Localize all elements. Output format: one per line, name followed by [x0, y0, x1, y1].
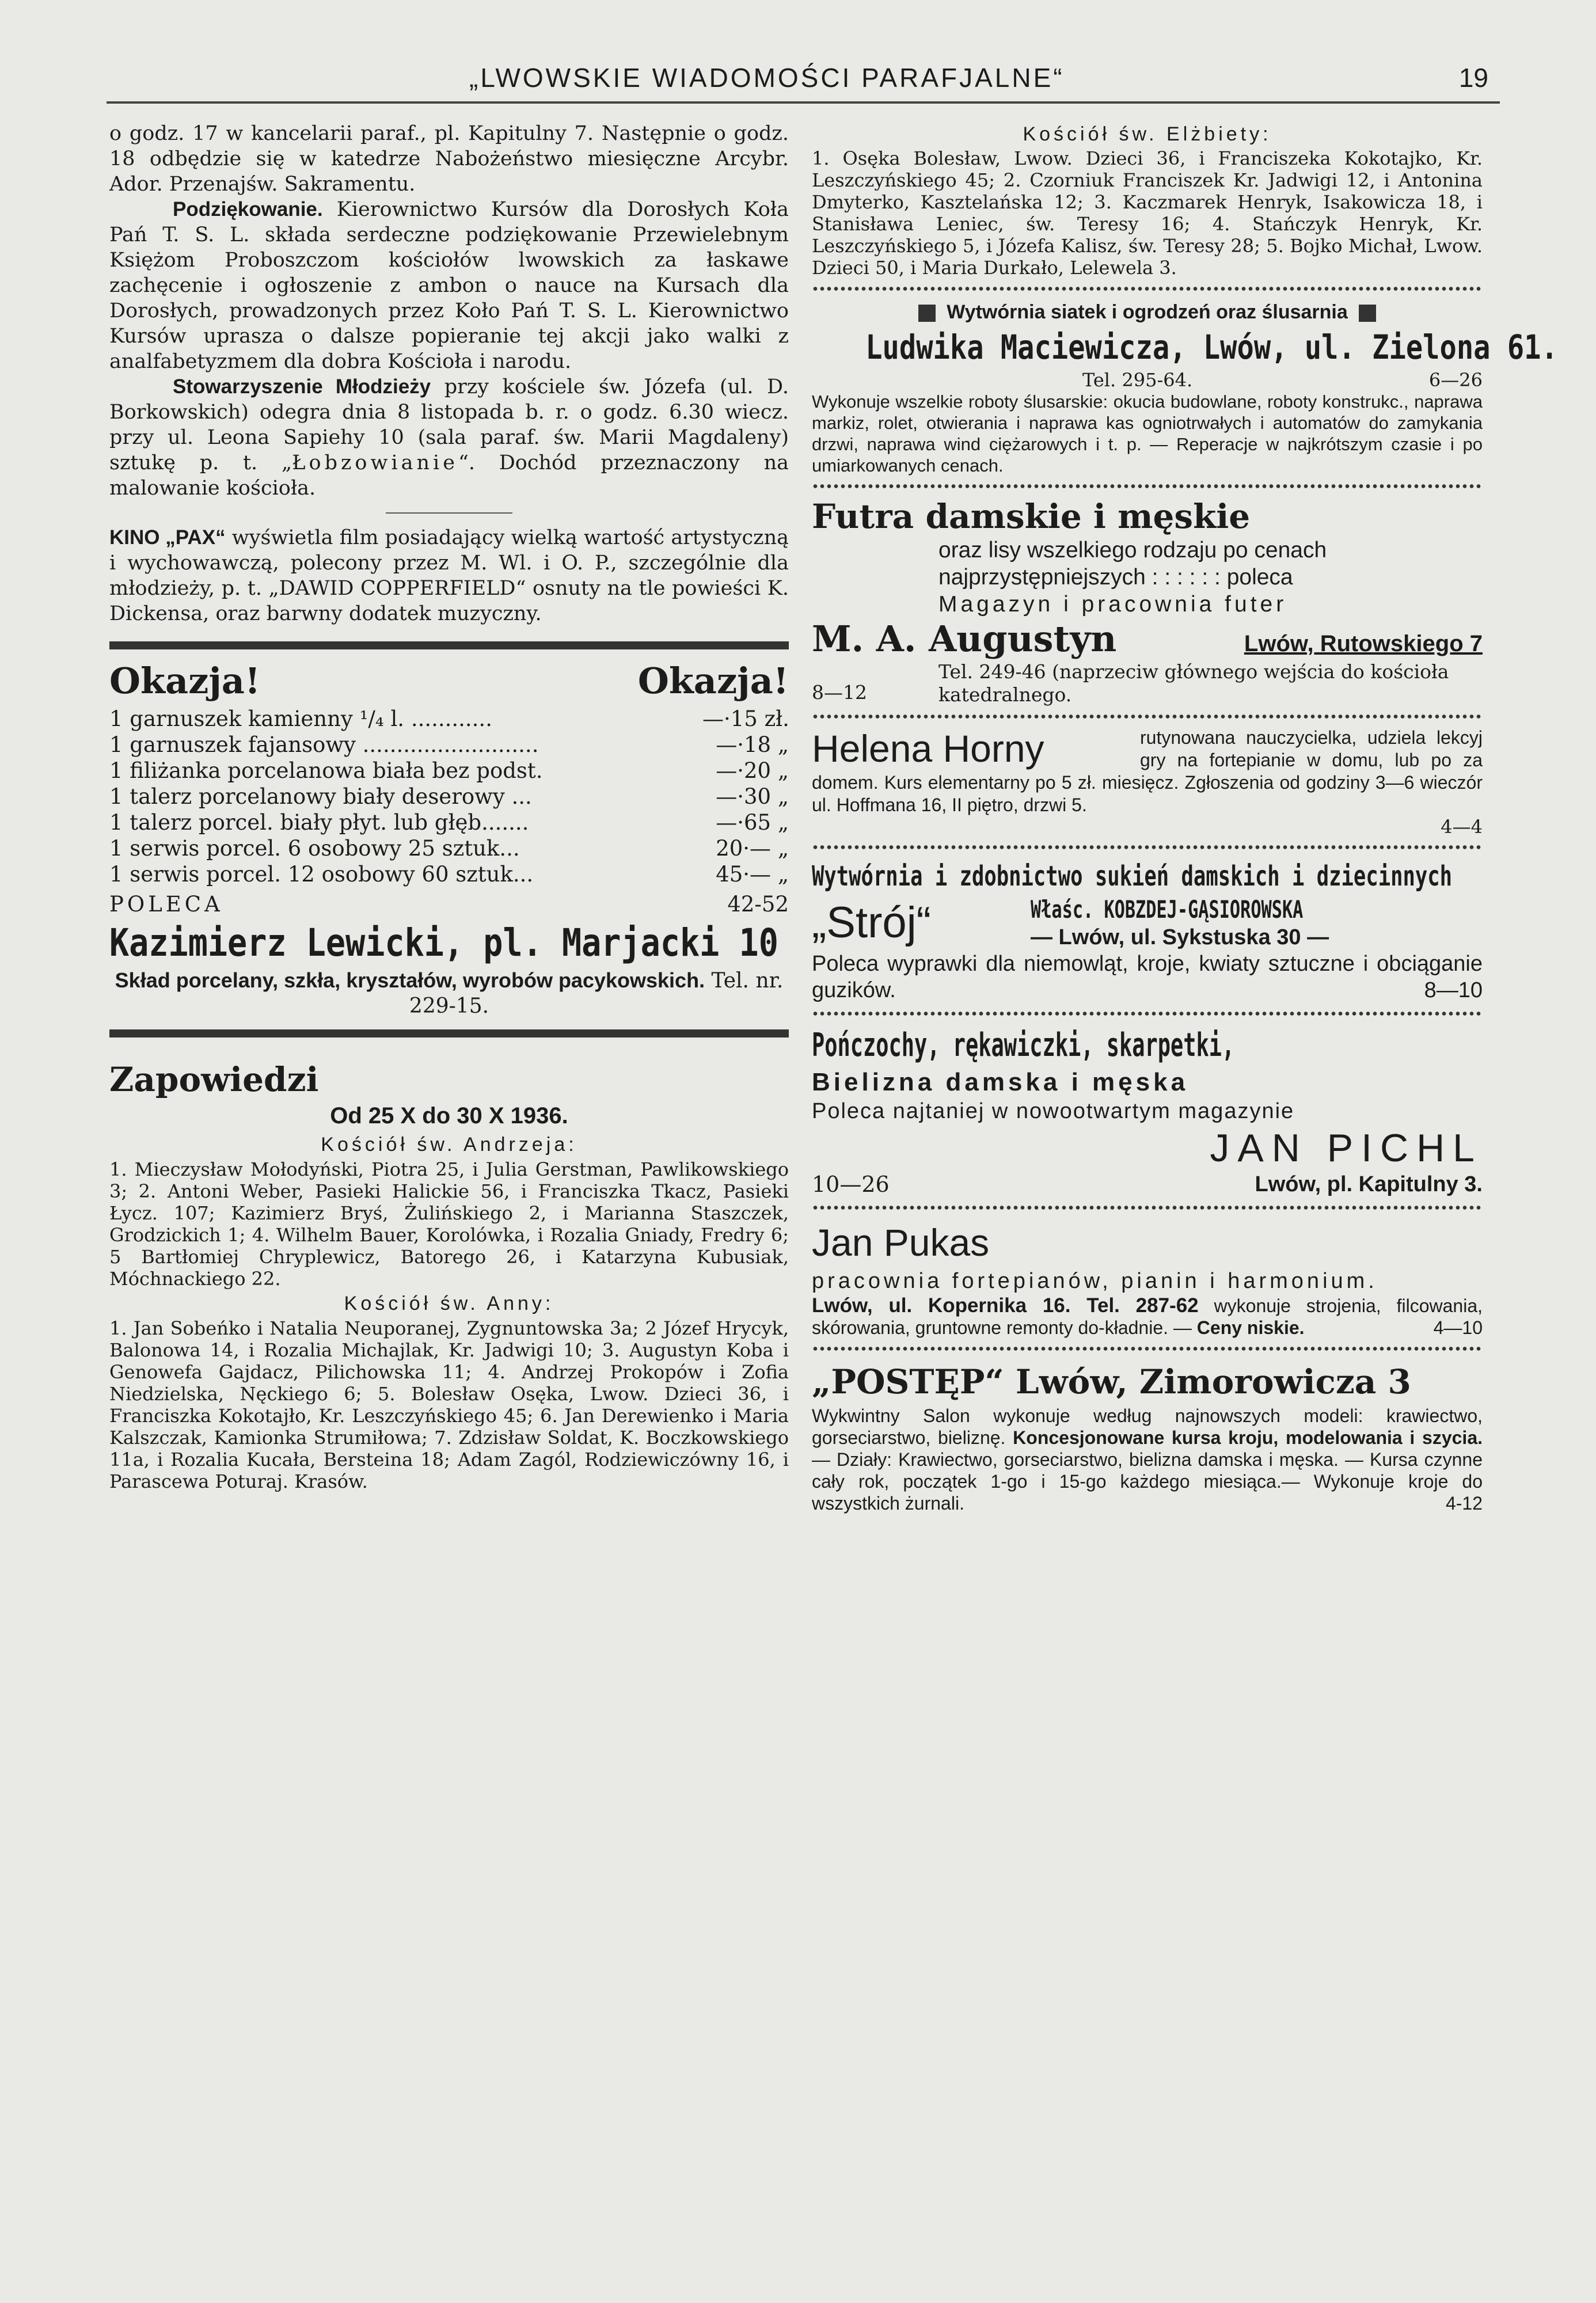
ad-code: 4—4	[1441, 816, 1483, 838]
running-title: „LWOWSKIE WIADOMOŚCI PARAFJALNE“	[469, 63, 1065, 93]
price-row: 1 serwis porcel. 12 osobowy 60 sztuk... 45·— „	[109, 862, 789, 887]
ad-pukas	[812, 1218, 1483, 1339]
ornament-icon	[1359, 305, 1376, 322]
firm-name: Kazimierz Lewicki, pl. Marjacki 10	[109, 921, 778, 965]
poleca-row	[109, 891, 789, 918]
firm-row	[812, 1171, 1483, 1198]
ad-headline: Wytwórnia i zdobnictwo sukień damskich i dziecinnych	[812, 860, 1453, 892]
price-row: 1 garnuszek kamienny ¹/₄ l. ............ —·15 zł.	[109, 706, 789, 731]
parish-heading: Kościół św. Andrzeja:	[321, 1134, 577, 1156]
ad-sub: Bielizna damska i męska	[812, 1068, 1189, 1096]
firm-desc: Skład porcelany, szkła, kryształów, wyrobów pacykowskich. Tel. nr. 229-15.	[115, 968, 784, 1018]
dotted-divider	[812, 1206, 1483, 1210]
firm-address: Lwów, pl. Kapitulny 3.	[1255, 1172, 1483, 1196]
play-title: Łobzowianie	[292, 451, 458, 474]
page-number: 19	[1458, 63, 1488, 93]
owner: Właśc. KOBZDEJ-GĄSIOROWSKA	[1031, 895, 1304, 924]
price-row: 1 serwis porcel. 6 osobowy 25 sztuk... 20·— „	[109, 836, 789, 861]
price-list	[109, 706, 789, 887]
firm-name: Ludwika Maciewicza, Lwów, ul. Zielona 61.	[865, 328, 1558, 367]
ad-headline: „POSTĘP“ Lwów, Zimorowicza 3	[812, 1362, 1411, 1401]
okazja-left: Okazja!	[109, 660, 261, 702]
ad-heading: Wytwórnia siatek i ogrodzeń oraz ślusarnia	[812, 299, 1483, 325]
tel-row	[812, 660, 1483, 706]
ad-line: pracownia fortepianów, pianin i harmonium.	[812, 1269, 1378, 1293]
firm-row	[812, 618, 1483, 660]
ad-border	[109, 1029, 789, 1038]
firm-address: — Lwów, ul. Sykstuska 30 —	[1031, 925, 1329, 949]
okazja-ad	[109, 660, 789, 1019]
ad-line: oraz lisy wszelkiego rodzaju po cenach	[938, 538, 1327, 563]
tel-text: Tel. 249-46 (naprzeciw głównego wejścia do kościoła katedralnego.	[938, 660, 1449, 706]
dotted-divider	[812, 484, 1483, 488]
youth-body-1: przy kościele św. Józefa (ul. D. Borkowskich) odegra dnia 8 listopada b. r. o godz. 6.30 wiecz. przy ul. Leona Sapiehy 10 (sala paraf. św. Marii Magdaleny) sztukę p. t. „	[109, 375, 789, 474]
zapowiedzi-title: Zapowiedzi	[109, 1060, 319, 1099]
thanks-body: Kierownictwo Kursów dla Dorosłych Koła Pań T. S. L. składa serdeczne podziękowanie Przewielebnym Księżom Proboszczom kościołów lwowskich za łaskawe zachęcenie i ogłoszenie z ambon o nauce na Kursach dla Dorosłych, prowadzonych przez Koło Pań T. S. L. Kierownictwo Kursów uprasza o dalsze popieranie tej akcji jako walki z analfabetyzmem dla dobra Kościoła i narodu.	[109, 198, 789, 373]
parish-heading: Kościół św. Elżbiety:	[1023, 123, 1272, 145]
dotted-divider	[812, 715, 1483, 719]
ad-code: 8—12	[812, 681, 867, 704]
kino-paragraph	[109, 525, 789, 626]
ad-line: Magazyn i pracownia futer	[938, 592, 1287, 617]
teacher-name: Helena Horny	[812, 727, 1044, 770]
ad-body: Wykonuje wszelkie roboty ślusarskie: okucia budowlane, roboty konstrukc., naprawa markiz, rolet, otwierania i naprawa kas ogniotrwałych i automatów do zamykania drzwi, naprawa wind ciężarowych i t. p. — Reperacje w najkrótszym czasie i po umiarkowanych cenach.	[812, 392, 1483, 476]
ad-siatki	[812, 299, 1558, 476]
page-header	[107, 62, 1500, 98]
ad-horny	[812, 727, 1483, 837]
youth-heading: Stowarzyszenie Młodzieży	[173, 375, 431, 398]
ad-body: Poleca wyprawki dla niemowląt, kroje, kwiaty sztuczne i obciąganie guzików. 8—10	[812, 952, 1483, 1002]
dotted-divider	[812, 1347, 1483, 1351]
ad-code: 42-52	[727, 892, 789, 917]
left-column	[109, 121, 789, 1492]
firm-name: Jan Pukas	[812, 1221, 990, 1264]
poleca-label: POLECA	[109, 892, 223, 917]
announcement-text: o godz. 17 w kancelarii paraf., pl. Kapitulny 7. Następnie o godz. 18 odbędzie się w katedrze Nabożeństwo miesięczne Arcybr. Ador. Przenajśw. Sakramentu.	[109, 122, 789, 196]
brand-row	[812, 895, 1483, 951]
price-row: 1 filiżanka porcelanowa biała bez podst. —·20 „	[109, 758, 789, 783]
ad-body: Wykwintny Salon wykonuje według najnowszych modeli: krawiectwo, gorseciarstwo, bieliznę. Koncesjonowane kursa kroju, modelowania i szycia. — Działy: Krawiectwo, gorseciarstwo, bielizna damska i męska. — Kursa czynne cały rok, początek 1-go i 15-go każdego miesiąca.— Wykonuje kroje do wszystkich żurnali. 4-12	[812, 1405, 1483, 1514]
banns-list: 1. Osęka Bolesław, Lwow. Dzieci 36, i Franciszeka Kokotajko, Kr. Leszczyńskiego 45; 2. Czorniuk Franciszek Kr. Jadwigi 12, i Antonina Dmyterko, Kasztelańska 12; 3. Kaczmarek Henryk, Isakowicza 18, i Stanisława Leniec, św. Teresy 16; 4. Stańczyk Henryk, Kr. Leszczyńskiego 5, i Józefa Kalisz, św. Teresy 28; 5. Bojko Michał, Lwow. Dzieci 50, i Maria Durkało, Lelewela 3.	[812, 147, 1483, 279]
youth-paragraph	[109, 374, 789, 501]
brand-name: „Strój“	[812, 898, 931, 947]
thanks-paragraph	[109, 197, 789, 374]
dotted-divider	[812, 287, 1483, 291]
ad-headline: Futra damskie i męskie	[812, 497, 1251, 536]
ad-futra	[812, 496, 1483, 706]
firm-name: M. A. Augustyn	[812, 618, 1117, 660]
price-row: 1 talerz porcel. biały płyt. lub głęb....... —·65 „	[109, 810, 789, 835]
kino-heading: KINO „PAX“	[109, 526, 226, 549]
divider	[386, 512, 512, 514]
ad-body: Lwów, ul. Kopernika 16. Tel. 287-62 wykonuje strojenia, filcowania, skórowania, gruntowne remonty do-kładnie. — Ceny niskie. 4—10	[812, 1294, 1483, 1338]
price-row: 1 talerz porcelanowy biały deserowy ... —·30 „	[109, 784, 789, 809]
ad-line: Poleca najtaniej w nowootwartym magazynie	[812, 1099, 1295, 1123]
okazja-right: Okazja!	[637, 660, 789, 702]
ad-stroj	[812, 857, 1483, 1004]
zapowiedzi-dates: Od 25 X do 30 X 1936.	[330, 1103, 568, 1128]
ornament-icon	[918, 305, 936, 322]
kino-body: wyświetla film posiadający wielką wartość artystyczną i wychowawczą, polecony przez M. Wl. i O. P., szczególnie dla młodzieży, p. t. „DAWID COPPERFIELD“ osnuty na tle powieści K. Dickensa, oraz barwny dodatek muzyczny.	[109, 526, 789, 625]
okazja-headline	[109, 660, 789, 702]
parish-heading: Kościół św. Anny:	[344, 1293, 554, 1314]
ad-code: 10—26	[812, 1172, 890, 1197]
zapowiedzi-section	[109, 1058, 789, 1492]
ad-body: rutynowana nauczycielka, udziela lekcyj gry na fortepianie w domu, lub po za domem. Kurs elementarny po 5 zł. miesięcz. Zgłoszenia od godziny 3—6 wieczór ul. Hoffmana 16, II piętro, drzwi 5.	[812, 727, 1483, 815]
right-column	[812, 121, 1558, 1514]
dotted-divider	[812, 845, 1483, 849]
ad-headline: Pończochy, rękawiczki, skarpetki,	[812, 1027, 1235, 1064]
header-rule	[107, 101, 1500, 104]
ad-border	[109, 641, 789, 649]
banns-list: 1. Mieczysław Mołodyński, Piotra 25, i Julia Gerstman, Pawlikowskiego 3; 2. Antoni Weber, Pasieki Halickie 56, i Franciszka Tkacz, Pasieki Łycz. 107; Kazimierz Bryś, Żulińskiego 2, i Marianna Staszczek, Grodzickich 1; 4. Wilhelm Bauer, Korolówka, i Rozalia Gniady, Fredry 6; 5 Bartłomiej Chryplewicz, Batorego 26, i Katarzyna Kubusiak, Móchnackiego 22.	[109, 1158, 789, 1290]
banns-list: 1. Jan Sobeńko i Natalia Neuporanej, Zygnuntowska 3a; 2 Józef Hrycyk, Balonowa 14, i Rozalia Michajlak, Kr. Jadwigi 10; 3. Augustyn Koba i Genowefa Gajdacz, Pilichowska 11; 4. Andrzej Prokopów i Zofia Niedzielska, Nęckiego 6; 5. Bolesław Osęka, Lwow. Dzieci 36, i Franciszka Kokotajło, Kr. Leszczyńskiego 45; 6. Jan Derewienko i Maria Kalszczak, Kamionka Strumiłowa; 7. Zdzisław Soldat, K. Boczkowskiego 11a, i Rozalia Kucała, Bersteina 18; Adam Zagól, Rodziewiczówny 16, i Parascewa Poturaj. Krasów.	[109, 1317, 789, 1492]
dotted-divider	[812, 1012, 1483, 1016]
tel-row: Tel. 295-64. 6—26	[1082, 369, 1483, 391]
firm-name: JAN PICHL	[1210, 1126, 1483, 1170]
youth-body-2: “. Dochód przeznaczony na malowanie kościoła.	[109, 451, 789, 500]
ad-postep	[812, 1359, 1483, 1514]
ad-pichl	[812, 1024, 1483, 1198]
price-row: 1 garnuszek fajansowy .......................... —·18 „	[109, 732, 789, 757]
firm-address: Lwów, Rutowskiego 7	[1244, 631, 1483, 656]
thanks-heading: Podziękowanie.	[173, 198, 323, 221]
ad-line: najprzystępniejszych : : : : : : poleca	[938, 565, 1293, 590]
